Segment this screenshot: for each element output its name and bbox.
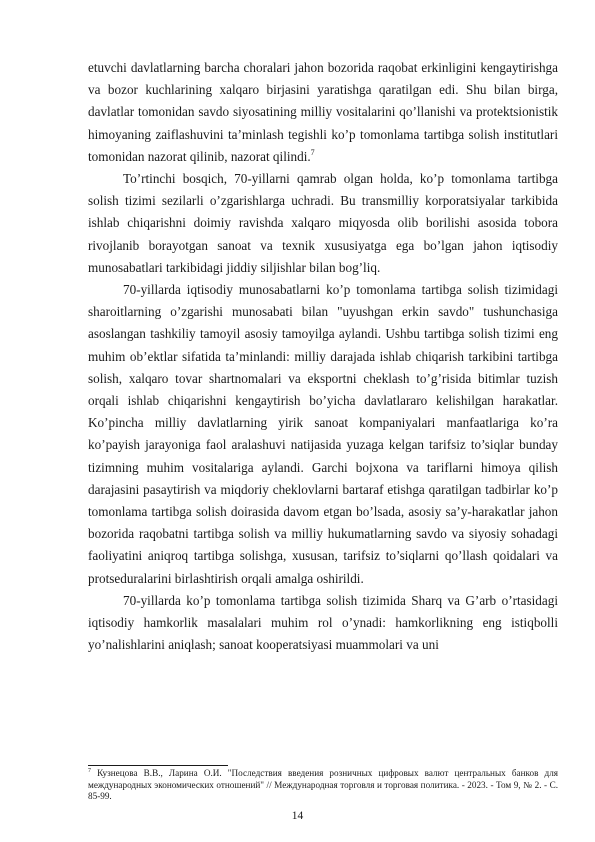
footnote-number: 7: [88, 768, 91, 774]
paragraph-2: To’rtinchi bosqich, 70-yillarni qamrab olgan holda, ko’p tomonlama tartibga solish tizimi sezilarli o’zgarishlarga uchradi. Bu transmilliy korporatsiyalar tarkibida ishlab chiqarishni doimiy ravishda xalqaro miqyosda olib borilishi asosida tobora rivojlanib borayotgan sanoat va texnik xususiyatga ega bo’lgan jahon iqtisodiy munosabatlari tarkibidagi jiddiy siljishlar bilan bog’liq.: [88, 171, 558, 275]
paragraph-1: [88, 57, 558, 168]
paragraph-4: 70-yillarda ko’p tomonlama tartibga solish tizimida Sharq va G’arb o’rtasidagi iqtisodiy hamkorlik masalalari muhim rol o’ynadi: hamkorlikning eng istiqbolli yo’nalishlarini aniqlash; sanoat kooperatsiyasi muammolari va uni: [88, 592, 558, 653]
footnote: [88, 768, 558, 803]
body-text: [88, 57, 558, 656]
paragraph-1-text: etuvchi davlatlarning barcha choralari jahon bozorida raqobat erkinligini kengaytirishga va bozor kuchlarining xalqaro birjasini yaratishga qaratilgan edi. Shu bilan birga, davlatlar tomonidan savdo siyosatining milliy vositalarini qo’llanishi va protektsionistik himoyaning zaiflashuvini ta’minlash tegishli ko’p tomonlama tartibga solish institutlari tomonidan nazorat qilinib, nazorat qilindi.: [88, 60, 558, 164]
page-number: 14: [291, 810, 304, 822]
footnote-text: Кузнецова В.В., Ларина О.И. "Последствия введения розничных цифровых валют центральных банков для международных экономических отношений" // Международная торговля и торговая политика. - 2023. - Том 9, № 2. - С. 85-99.: [88, 768, 559, 802]
footnote-divider: [88, 765, 228, 766]
paragraph-3: 70-yillarda iqtisodiy munosabatlarni ko’p tomonlama tartibga solish tizimidagi sharoitlarning o’zgarishi munosabati bilan "uyushgan erkin savdo" tushunchasiga asoslangan tashkiliy tamoyil asosiy tamoyilga aylandi. Ushbu tartibga solish tizimi eng muhim ob’ektlar sifatida ta’minlandi: milliy darajada ishlab chiqarish tarkibini tartibga solish, xalqaro tovar shartnomalari va eksportni cheklash to’g’risida bitimlar tuzish orqali ishlab chiqarishni kengaytirish bo’yicha davlatlararo kelishilgan harakatlar. Ko’pincha milliy davlatlarning yirik sanoat kompaniyalari manfaatlariga ko’ra ko’payish jarayoniga faol aralashuvi natijasida yuzaga kelgan tarifsiz to’siqlar bunday tizimning muhim vositalariga aylandi. Garchi bojxona va tariflarni himoya qilish darajasini pasaytirish va miqdoriy cheklovlarni bartaraf etishga qaratilgan tadbirlar ko’p tomonlama tartibga solish doirasida davom etgan bo’lsada, asosiy sa’y-harakatlar jahon bozorida raqobatni tartibga solish va milliy hukumatlarning savdo va siyosiy sohadagi faoliyatini aniqroq tartibga solishga, xususan, tarifsiz to’siqlarni qo’llash qoidalari va protseduralarini birlashtirish orqali amalga oshirildi.: [88, 282, 558, 586]
footnote-reference[interactable]: 7: [310, 147, 315, 157]
